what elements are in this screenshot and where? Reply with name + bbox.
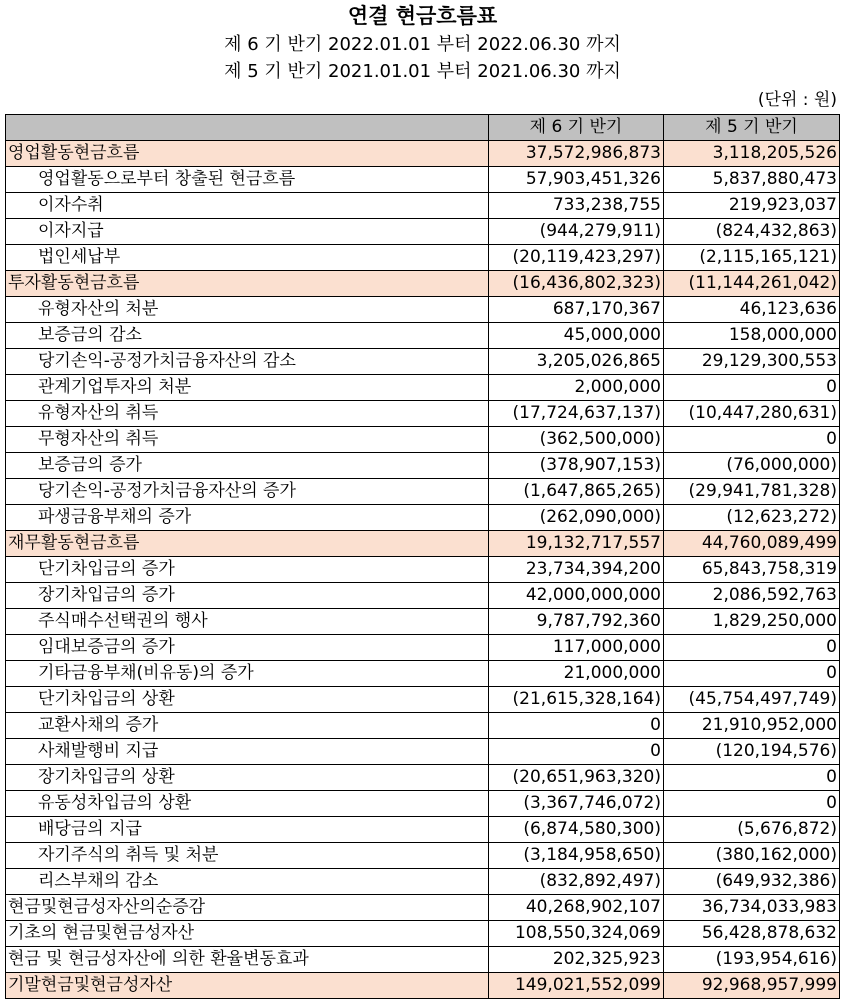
- table-row: [6, 375, 840, 401]
- row-prior: 2,086,592,763: [664, 583, 840, 609]
- row-label: 장기차입금의 증가: [6, 583, 489, 609]
- row-label: 기말현금및현금성자산: [6, 973, 489, 999]
- row-prior: 36,734,033,983: [664, 895, 840, 921]
- row-label: 당기손익-공정가치금융자산의 감소: [6, 349, 489, 375]
- row-current: (362,500,000): [489, 427, 664, 453]
- row-label: 기타금융부채(비유동)의 증가: [6, 661, 489, 687]
- row-label: 단기차입금의 증가: [6, 557, 489, 583]
- row-label: 주식매수선택권의 행사: [6, 609, 489, 635]
- row-prior: 0: [664, 765, 840, 791]
- row-label: 배당금의 지급: [6, 817, 489, 843]
- table-row: [6, 609, 840, 635]
- row-prior: 46,123,636: [664, 297, 840, 323]
- row-prior: (649,932,386): [664, 869, 840, 895]
- row-prior: 0: [664, 427, 840, 453]
- table-row: [6, 271, 840, 297]
- row-current: 21,000,000: [489, 661, 664, 687]
- row-current: (3,367,746,072): [489, 791, 664, 817]
- row-prior: (2,115,165,121): [664, 245, 840, 271]
- row-prior: 44,760,089,499: [664, 531, 840, 557]
- row-current: 40,268,902,107: [489, 895, 664, 921]
- row-prior: 0: [664, 791, 840, 817]
- row-current: 45,000,000: [489, 323, 664, 349]
- table-header-row: [6, 115, 840, 141]
- row-label: 이자지급: [6, 219, 489, 245]
- table-row: [6, 323, 840, 349]
- table-row: [6, 869, 840, 895]
- row-label: 단기차입금의 상환: [6, 687, 489, 713]
- row-current: (3,184,958,650): [489, 843, 664, 869]
- period-prior: 제 5 기 반기 2021.01.01 부터 2021.06.30 까지: [224, 61, 621, 82]
- row-label: 자기주식의 취득 및 처분: [6, 843, 489, 869]
- table-row: [6, 219, 840, 245]
- table-row: [6, 557, 840, 583]
- row-current: 117,000,000: [489, 635, 664, 661]
- row-prior: 219,923,037: [664, 193, 840, 219]
- table-row: [6, 479, 840, 505]
- table-row: [6, 973, 840, 999]
- row-label: 영업활동으로부터 창출된 현금흐름: [6, 167, 489, 193]
- row-label: 재무활동현금흐름: [6, 531, 489, 557]
- row-current: (21,615,328,164): [489, 687, 664, 713]
- table-row: [6, 739, 840, 765]
- row-prior: 56,428,878,632: [664, 921, 840, 947]
- row-current: (6,874,580,300): [489, 817, 664, 843]
- row-prior: 21,910,952,000: [664, 713, 840, 739]
- table-row: [6, 895, 840, 921]
- row-prior: (76,000,000): [664, 453, 840, 479]
- row-current: 3,205,026,865: [489, 349, 664, 375]
- row-current: 23,734,394,200: [489, 557, 664, 583]
- period-current: 제 6 기 반기 2022.01.01 부터 2022.06.30 까지: [224, 34, 621, 55]
- row-label: 법인세납부: [6, 245, 489, 271]
- row-label: 파생금융부채의 증가: [6, 505, 489, 531]
- table-row: [6, 141, 840, 167]
- row-prior: 1,829,250,000: [664, 609, 840, 635]
- row-prior: 0: [664, 635, 840, 661]
- table-row: [6, 427, 840, 453]
- row-prior: (12,623,272): [664, 505, 840, 531]
- row-current: 149,021,552,099: [489, 973, 664, 999]
- row-current: 0: [489, 739, 664, 765]
- row-prior: 92,968,957,999: [664, 973, 840, 999]
- row-label: 보증금의 감소: [6, 323, 489, 349]
- header-current-period: 제 6 기 반기: [489, 115, 664, 141]
- table-row: [6, 505, 840, 531]
- row-current: 2,000,000: [489, 375, 664, 401]
- row-current: (20,651,963,320): [489, 765, 664, 791]
- table-row: [6, 193, 840, 219]
- row-label: 임대보증금의 증가: [6, 635, 489, 661]
- table-row: [6, 791, 840, 817]
- row-label: 리스부채의 감소: [6, 869, 489, 895]
- row-prior: 29,129,300,553: [664, 349, 840, 375]
- table-row: [6, 713, 840, 739]
- table-row: [6, 843, 840, 869]
- row-prior: (29,941,781,328): [664, 479, 840, 505]
- row-current: 108,550,324,069: [489, 921, 664, 947]
- table-row: [6, 947, 840, 973]
- row-label: 영업활동현금흐름: [6, 141, 489, 167]
- row-label: 보증금의 증가: [6, 453, 489, 479]
- row-label: 무형자산의 취득: [6, 427, 489, 453]
- row-current: (16,436,802,323): [489, 271, 664, 297]
- table-row: [6, 297, 840, 323]
- row-label: 당기손익-공정가치금융자산의 증가: [6, 479, 489, 505]
- row-current: 687,170,367: [489, 297, 664, 323]
- row-current: 19,132,717,557: [489, 531, 664, 557]
- row-prior: (45,754,497,749): [664, 687, 840, 713]
- header-label: [6, 115, 489, 141]
- row-prior: (10,447,280,631): [664, 401, 840, 427]
- table-row: [6, 583, 840, 609]
- row-current: 42,000,000,000: [489, 583, 664, 609]
- row-current: (262,090,000): [489, 505, 664, 531]
- table-row: [6, 661, 840, 687]
- table-row: [6, 349, 840, 375]
- row-current: 57,903,451,326: [489, 167, 664, 193]
- row-label: 사채발행비 지급: [6, 739, 489, 765]
- row-current: 202,325,923: [489, 947, 664, 973]
- row-label: 유형자산의 취득: [6, 401, 489, 427]
- table-row: [6, 687, 840, 713]
- statement-title: 연결 현금흐름표: [347, 4, 498, 28]
- row-current: 9,787,792,360: [489, 609, 664, 635]
- header-prior-period: 제 5 기 반기: [664, 115, 840, 141]
- table-row: [6, 453, 840, 479]
- row-prior: (11,144,261,042): [664, 271, 840, 297]
- row-current: 0: [489, 713, 664, 739]
- row-label: 이자수취: [6, 193, 489, 219]
- row-prior: 3,118,205,526: [664, 141, 840, 167]
- row-current: (17,724,637,137): [489, 401, 664, 427]
- row-prior: (120,194,576): [664, 739, 840, 765]
- row-prior: 0: [664, 375, 840, 401]
- cash-flow-table: [5, 114, 840, 999]
- row-label: 유동성차입금의 상환: [6, 791, 489, 817]
- table-row: [6, 245, 840, 271]
- row-label: 기초의 현금및현금성자산: [6, 921, 489, 947]
- table-row: [6, 635, 840, 661]
- row-prior: (380,162,000): [664, 843, 840, 869]
- row-prior: 5,837,880,473: [664, 167, 840, 193]
- row-prior: 0: [664, 661, 840, 687]
- row-current: (20,119,423,297): [489, 245, 664, 271]
- row-prior: 158,000,000: [664, 323, 840, 349]
- row-current: 37,572,986,873: [489, 141, 664, 167]
- row-label: 교환사채의 증가: [6, 713, 489, 739]
- table-row: [6, 401, 840, 427]
- row-current: 733,238,755: [489, 193, 664, 219]
- row-label: 투자활동현금흐름: [6, 271, 489, 297]
- row-current: (944,279,911): [489, 219, 664, 245]
- row-label: 현금 및 현금성자산에 의한 환율변동효과: [6, 947, 489, 973]
- unit-label: (단위 : 원): [757, 90, 837, 110]
- row-label: 관계기업투자의 처분: [6, 375, 489, 401]
- row-current: (832,892,497): [489, 869, 664, 895]
- row-prior: (193,954,616): [664, 947, 840, 973]
- row-current: (378,907,153): [489, 453, 664, 479]
- row-label: 유형자산의 처분: [6, 297, 489, 323]
- row-current: (1,647,865,265): [489, 479, 664, 505]
- row-label: 현금및현금성자산의순증감: [6, 895, 489, 921]
- row-label: 장기차입금의 상환: [6, 765, 489, 791]
- table-row: [6, 531, 840, 557]
- row-prior: 65,843,758,319: [664, 557, 840, 583]
- row-prior: (5,676,872): [664, 817, 840, 843]
- table-row: [6, 167, 840, 193]
- table-row: [6, 765, 840, 791]
- row-prior: (824,432,863): [664, 219, 840, 245]
- table-row: [6, 921, 840, 947]
- table-row: [6, 817, 840, 843]
